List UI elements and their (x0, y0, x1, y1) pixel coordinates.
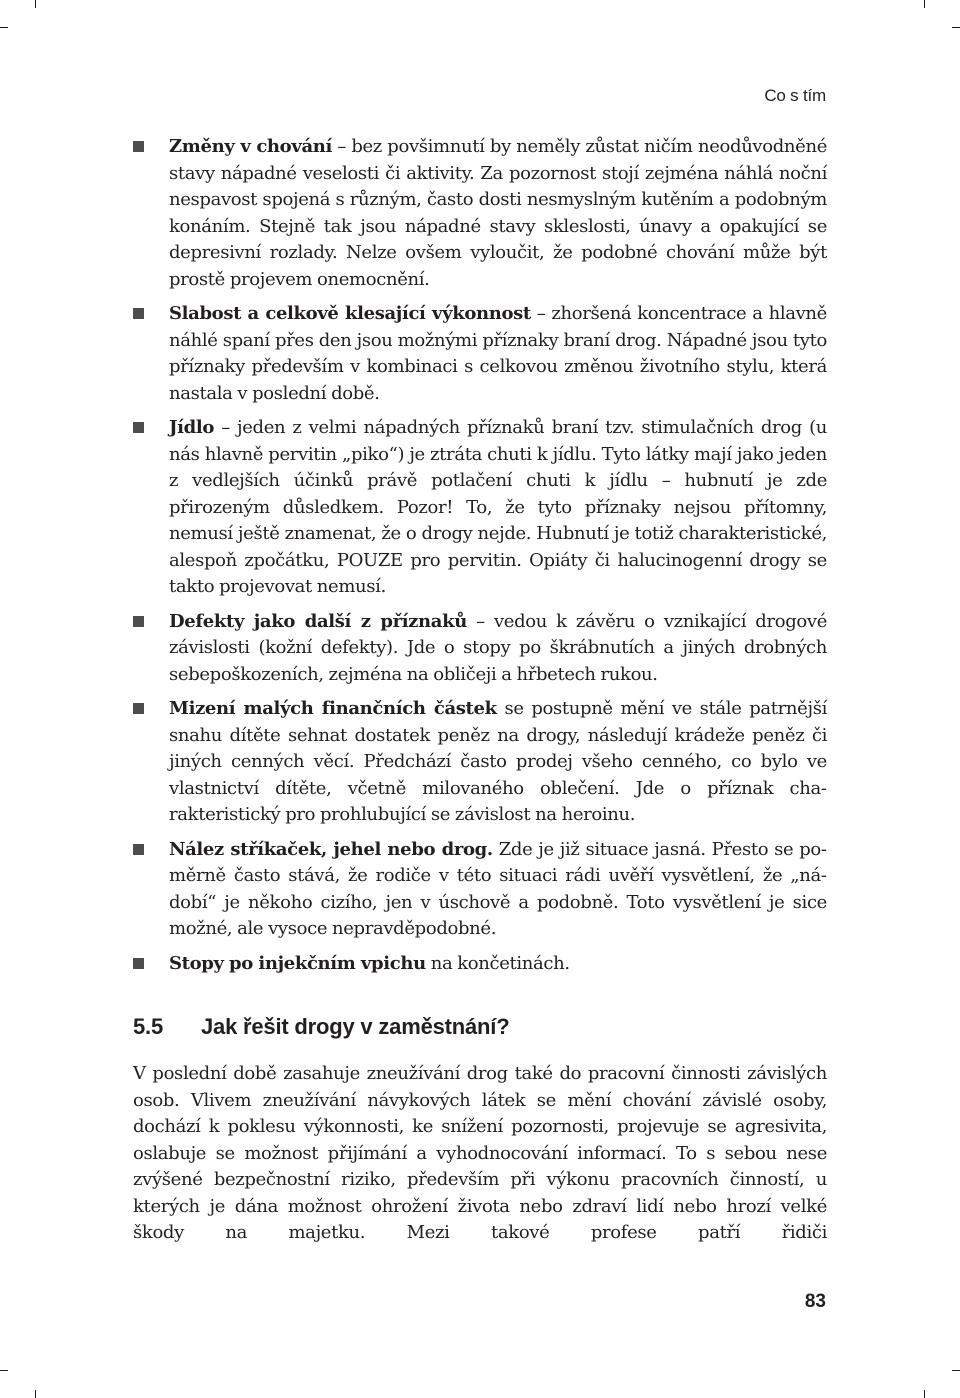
list-item-lead: Jídlo (169, 417, 215, 438)
section-paragraph: V poslední době zasahuje zneužívání drog také do pracovní činnosti závislých osob. Vlivem zneužívání návykových látek se mění chování závislé osoby, dochází k poklesu výkonnosti, ke snížení pozornosti, projevuje se agresivita, oslabuje se možnost přijímání a vyhodnocování informací. To s sebou nese zvýšené bezpečnostní riziko, především při výkonu pracovních činností, u kterých je dána možnost ohrožení života nebo zdraví lidí nebo hrozí velké škody na majetku. Mezi takové profese patří řidiči (133, 1063, 827, 1243)
crop-mark-bottom-right (924, 1390, 925, 1398)
list-item-lead: Slabost a celkově klesající výkonnost (169, 303, 531, 324)
list-item (133, 134, 827, 293)
square-bullet-icon (133, 141, 144, 152)
symptom-list (133, 134, 827, 985)
list-item-lead: Změny v chování (169, 136, 332, 157)
square-bullet-icon (133, 308, 144, 319)
square-bullet-icon (133, 703, 144, 714)
section-number: 5.5 (133, 1014, 163, 1039)
list-item-lead: Stopy po injekčním vpichu (169, 952, 426, 974)
list-item-text: se postupně mění ve stále patrnější snahu dítěte sehnat dostatek peněz na drogy, následují krádeže peněz či jiných cenných věcí. Předchází často prodej všeho cenného, co bylo ve vlastnictví dítěte, včetně milovaného oblečení. Jde o příznak charakteristický pro prohlubující se závislost na heroinu. (169, 698, 827, 825)
list-item (133, 301, 827, 407)
list-item-text: na končetinách. (425, 952, 570, 974)
list-item (133, 415, 827, 601)
square-bullet-icon (133, 422, 144, 433)
crop-mark-bottom-left-h (0, 1370, 8, 1371)
list-item-lead: Nález stříkaček, jehel nebo drog. (169, 838, 493, 860)
crop-mark-top-right (924, 0, 925, 8)
section-heading (133, 1014, 509, 1040)
list-item (133, 837, 827, 943)
list-item-text: Zde je již situace jasná. Přesto se poměrně často stává, že rodiče v této situaci rádi uvěří vysvětlení, že „nádobí“ je někoho cizího, jen v úschově a podobně. Toto vysvětlení je sice možné, ale vysoce nepravděpodobné. (169, 838, 827, 939)
list-item-lead: Mizení malých finančních částek (169, 698, 497, 719)
section-title: Jak řešit drogy v zaměstnání? (201, 1014, 510, 1039)
square-bullet-icon (133, 844, 144, 855)
list-item (133, 951, 827, 978)
list-item-text: – jeden z velmi nápadných příznaků braní tzv. stimulačních drog (u nás hlavně pervitin „piko“) je ztráta chuti k jídlu. Tyto látky mají jako jeden z vedlejších účinků právě potlačení chuti k jídlu – hubnutí je zde přirozeným důsledkem. Pozor! To, že tyto příznaky nejsou přítomny, nemusí ještě znamenat, že o drogy nejde. Hubnutí je totiž charakteristické, alespoň zpočátku, POUZE pro pervitin. Opiáty či halucinogenní drogy se takto projevovat nemusí. (169, 417, 827, 597)
page-number: 83 (804, 1291, 826, 1312)
crop-mark-top-left-h (0, 27, 8, 28)
square-bullet-icon (133, 958, 144, 969)
crop-mark-bottom-left (35, 1390, 36, 1398)
list-item-lead: Defekty jako další z příznaků (169, 610, 467, 632)
square-bullet-icon (133, 616, 144, 627)
list-item-text: – vedou k závěru o vznikající drogové závislosti (kožní defekty). Jde o stopy po škrábnutích a jiných drobných sebepoškozeních, zejména na obličeji a hřbetech rukou. (169, 610, 827, 685)
crop-mark-top-right-h (952, 27, 960, 28)
list-item-text: – zhoršená koncentrace a hlavně náhlé spaní přes den jsou možnými příznaky braní drog. Nápadné jsou tyto příznaky především v kombinaci s celkovou změnou životního stylu, která nastala v poslední době. (169, 303, 827, 404)
list-item (133, 696, 827, 829)
crop-mark-top-left (35, 0, 36, 8)
running-head: Co s tím (764, 86, 826, 105)
list-item-text: – bez povšimnutí by neměly zůstat ničím neodůvodněné stavy nápadné veselosti či aktivity. Za pozornost stojí zejména náhlá noční nespavost spojená s různým, často dosti nesmyslným kutěním a podobným konáním. Stejně tak jsou nápadné stavy skleslosti, únavy a opakující se depresivní rozlady. Nelze ovšem vyloučit, že podobné chování může být prostě projevem onemocnění. (169, 136, 827, 290)
list-item (133, 609, 827, 689)
crop-mark-bottom-right-h (952, 1370, 960, 1371)
